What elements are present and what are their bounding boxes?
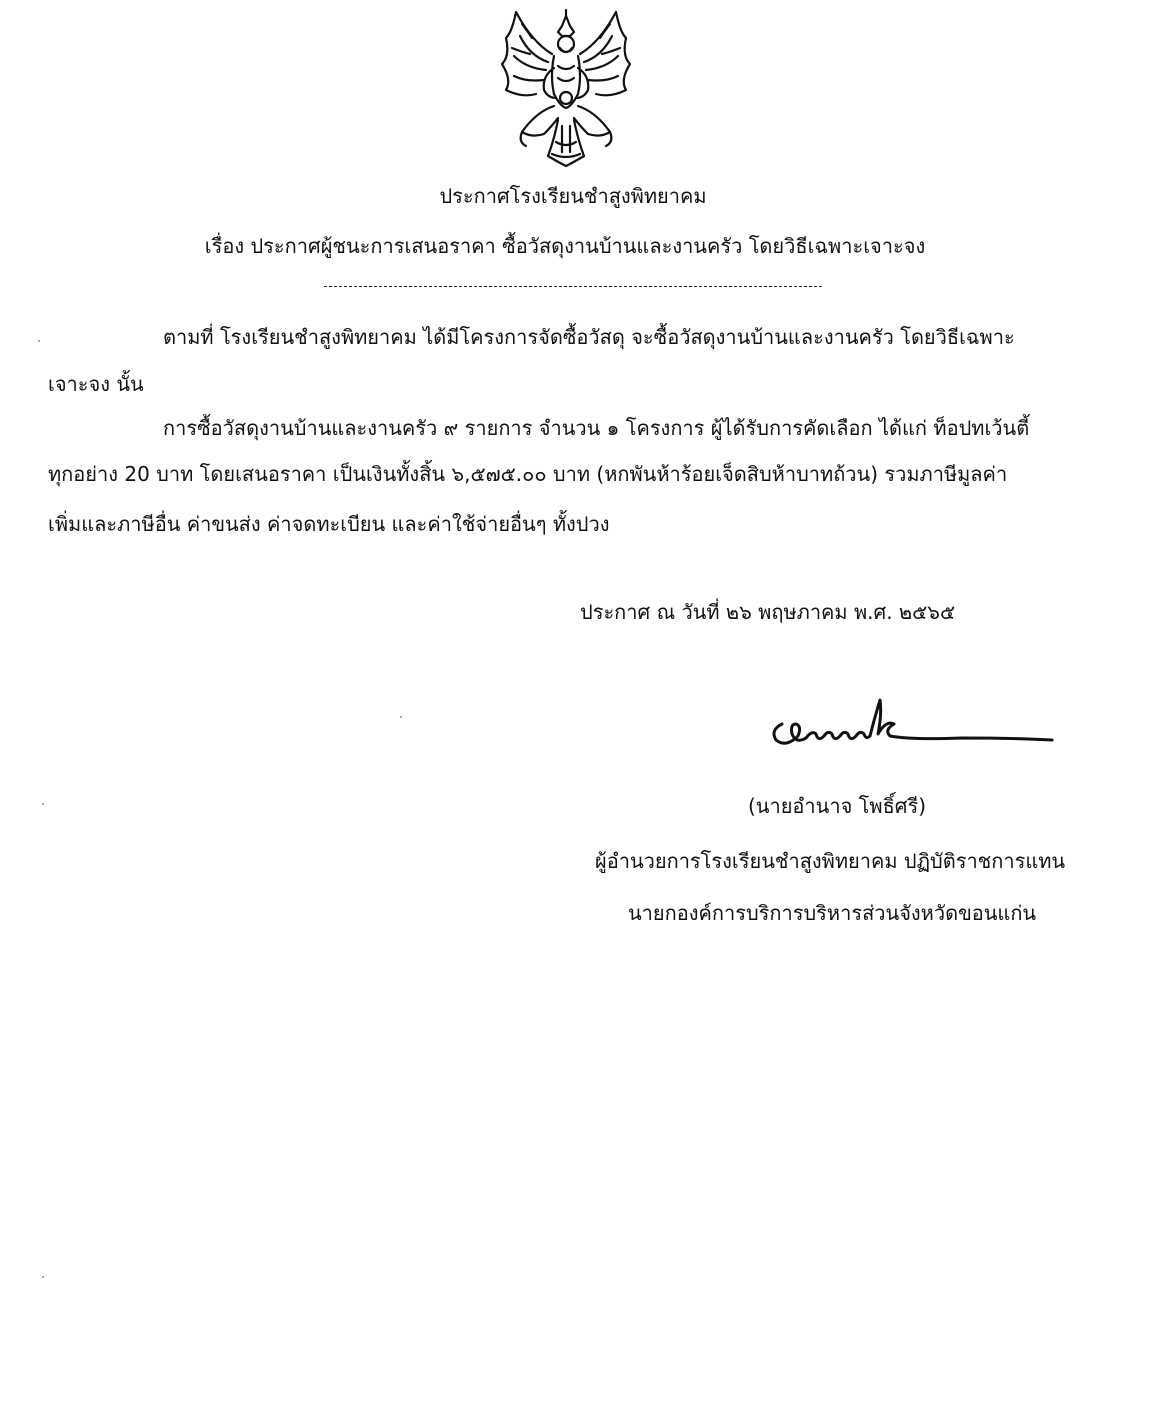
signatory-position-line-2: นายกองค์การบริการบริหารส่วนจังหวัดขอนแก่น xyxy=(628,901,1037,925)
body-line-4: ทุกอย่าง 20 บาท โดยเสนอราคา เป็นเงินทั้งสิ้น ๖,๕๗๕.๐๐ บาท (หกพันห้าร้อยเจ็ดสิบห้าบาทถ้วน) รวมภาษีมูลค่า xyxy=(48,462,1008,486)
handwritten-signature xyxy=(762,690,1062,770)
scan-speck xyxy=(42,1276,44,1278)
body-line-2: เจาะจง นั้น xyxy=(48,372,144,396)
header-divider xyxy=(324,286,822,287)
announcement-subject: เรื่อง ประกาศผู้ชนะการเสนอราคา ซื้อวัสดุงานบ้านและงานครัว โดยวิธีเฉพาะเจาะจง xyxy=(204,234,926,258)
announcement-title: ประกาศโรงเรียนชำสูงพิทยาคม xyxy=(439,184,707,208)
garuda-emblem-icon xyxy=(492,2,640,172)
announcement-date: ประกาศ ณ วันที่ ๒๖ พฤษภาคม พ.ศ. ๒๕๖๕ xyxy=(580,600,956,624)
signatory-position-line-1: ผู้อำนวยการโรงเรียนชำสูงพิทยาคม ปฏิบัติราชการแทน xyxy=(595,849,1066,873)
body-line-3: การซื้อวัสดุงานบ้านและงานครัว ๙ รายการ จำนวน ๑ โครงการ ผู้ได้รับการคัดเลือก ได้แก่ ท็อปทเว้นตี้ xyxy=(163,416,1030,440)
body-line-1: ตามที่ โรงเรียนชำสูงพิทยาคม ได้มีโครงการจัดซื้อวัสดุ จะซื้อวัสดุงานบ้านและงานครัว โดยวิธีเฉพาะ xyxy=(163,325,1015,349)
body-line-5: เพิ่มและภาษีอื่น ค่าขนส่ง ค่าจดทะเบียน และค่าใช้จ่ายอื่นๆ ทั้งปวง xyxy=(48,512,610,536)
scan-speck xyxy=(38,340,40,342)
scan-speck xyxy=(42,803,44,805)
scan-speck xyxy=(400,716,402,718)
